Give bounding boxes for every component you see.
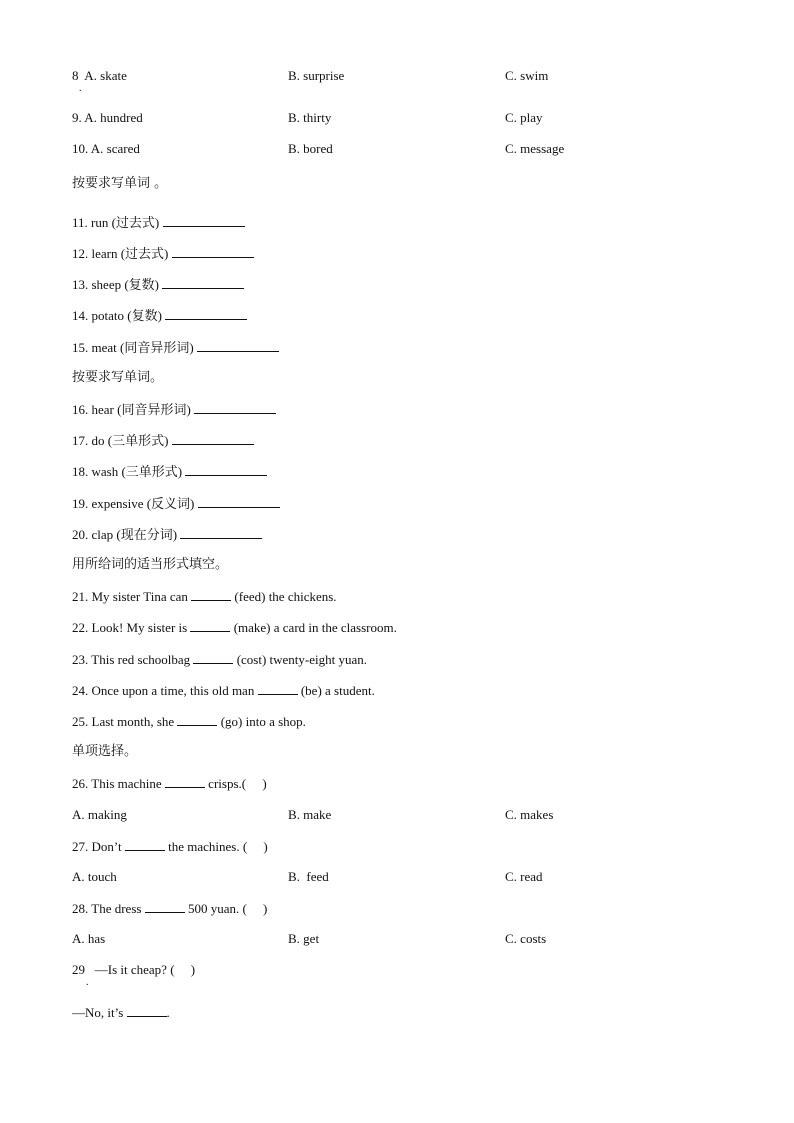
question-number: 8	[72, 68, 79, 83]
question-10-option-b: B. bored	[288, 141, 333, 156]
answer-blank[interactable]	[125, 838, 165, 851]
answer-blank[interactable]	[185, 463, 267, 476]
answer-blank[interactable]	[165, 307, 247, 320]
question-20	[72, 526, 262, 543]
section-heading-word-forms: 按要求写单词 。	[72, 176, 168, 191]
question-text: 11. run (过去式)	[72, 215, 160, 230]
question-21	[72, 588, 337, 605]
question-10-option-a	[72, 141, 140, 157]
question-26	[72, 775, 267, 792]
question-text: 18. wash (三单形式)	[72, 464, 183, 479]
answer-blank[interactable]	[145, 900, 185, 913]
question-10-option-c: C. message	[505, 141, 565, 156]
question-text-end: (feed) the chickens.	[231, 589, 337, 604]
question-8-option-c: C. swim	[505, 68, 549, 83]
question-26-option-c: C. makes	[505, 807, 554, 822]
question-text: 19. expensive (反义词)	[72, 496, 195, 511]
option-text: A. hundred	[84, 110, 143, 125]
question-text: 15. meat (同音异形词)	[72, 340, 194, 355]
question-14	[72, 307, 247, 324]
question-text-end: .	[166, 1005, 170, 1020]
answer-blank[interactable]	[127, 1004, 167, 1017]
answer-blank[interactable]	[163, 214, 245, 227]
answer-blank[interactable]	[197, 339, 279, 352]
section-heading-fill-in: 用所给词的适当形式填空。	[72, 557, 229, 572]
question-23	[72, 651, 367, 668]
answer-blank[interactable]	[180, 526, 262, 539]
question-17	[72, 432, 254, 449]
question-24	[72, 682, 375, 699]
question-text-end: (go) into a shop.	[217, 714, 306, 729]
question-text-end: (make) a card in the classroom.	[230, 620, 397, 635]
question-text: 24. Once upon a time, this old man	[72, 683, 258, 698]
question-text: 27. Don’t	[72, 839, 125, 854]
question-text: 14. potato (复数)	[72, 308, 162, 323]
section-heading-word-forms-2: 按要求写单词。	[72, 370, 164, 385]
question-9-option-b: B. thirty	[288, 110, 332, 125]
question-11	[72, 214, 245, 231]
dot-mark: .	[79, 83, 82, 94]
question-8-option-a	[72, 68, 127, 84]
question-9-option-c: C. play	[505, 110, 543, 125]
answer-blank[interactable]	[193, 651, 233, 664]
question-9-option-a	[72, 110, 143, 126]
question-number: 29	[72, 962, 85, 977]
answer-blank[interactable]	[191, 588, 231, 601]
question-text: 21. My sister Tina can	[72, 589, 192, 604]
answer-blank[interactable]	[190, 619, 230, 632]
option-text: A. skate	[84, 68, 127, 83]
option-text: A. scared	[90, 141, 140, 156]
question-16	[72, 401, 276, 418]
question-text: —Is it cheap? ( )	[94, 962, 196, 977]
question-text-end: (cost) twenty-eight yuan.	[233, 652, 368, 667]
question-28	[72, 900, 267, 917]
dot-mark: .	[86, 977, 89, 988]
question-text: 22. Look! My sister is	[72, 620, 191, 635]
question-28-option-c: C. costs	[505, 931, 547, 946]
section-heading-multiple-choice: 单项选择。	[72, 744, 138, 759]
question-27-option-a: A. touch	[72, 869, 117, 884]
question-28-option-a: A. has	[72, 931, 106, 946]
question-27-option-b: B. feed	[288, 869, 329, 884]
question-text-end: the machines. ( )	[164, 839, 268, 854]
question-text: 26. This machine	[72, 776, 165, 791]
question-27-option-c: C. read	[505, 869, 543, 884]
answer-blank[interactable]	[194, 401, 276, 414]
question-28-option-b: B. get	[288, 931, 320, 946]
question-text: 13. sheep (复数)	[72, 277, 160, 292]
question-12	[72, 245, 254, 262]
question-text: 23. This red schoolbag	[72, 652, 194, 667]
answer-blank[interactable]	[165, 775, 205, 788]
question-27	[72, 838, 268, 855]
question-13	[72, 276, 244, 293]
answer-blank[interactable]	[198, 495, 280, 508]
answer-blank[interactable]	[172, 245, 254, 258]
answer-blank[interactable]	[177, 713, 217, 726]
question-8-option-b: B. surprise	[288, 68, 345, 83]
question-text-end: crisps.( )	[204, 776, 267, 791]
question-text: —No, it’s	[72, 1005, 127, 1020]
answer-blank[interactable]	[258, 682, 298, 695]
question-19	[72, 495, 280, 512]
question-number: 10.	[72, 141, 89, 156]
question-text: 28. The dress	[72, 901, 145, 916]
question-text: 17. do (三单形式)	[72, 433, 169, 448]
question-text: 16. hear (同音异形词)	[72, 402, 191, 417]
question-25	[72, 713, 306, 730]
question-text-end: (be) a student.	[297, 683, 375, 698]
question-15	[72, 339, 279, 356]
question-26-option-b: B. make	[288, 807, 332, 822]
answer-blank[interactable]	[172, 432, 254, 445]
question-number: 9.	[72, 110, 82, 125]
question-text: 20. clap (现在分词)	[72, 527, 178, 542]
question-29-answer	[72, 1004, 170, 1021]
answer-blank[interactable]	[162, 276, 244, 289]
question-22	[72, 619, 397, 636]
question-29	[72, 962, 195, 978]
question-18	[72, 463, 267, 480]
question-26-option-a: A. making	[72, 807, 127, 822]
question-text: 12. learn (过去式)	[72, 246, 169, 261]
question-text-end: 500 yuan. ( )	[184, 901, 268, 916]
question-text: 25. Last month, she	[72, 714, 178, 729]
